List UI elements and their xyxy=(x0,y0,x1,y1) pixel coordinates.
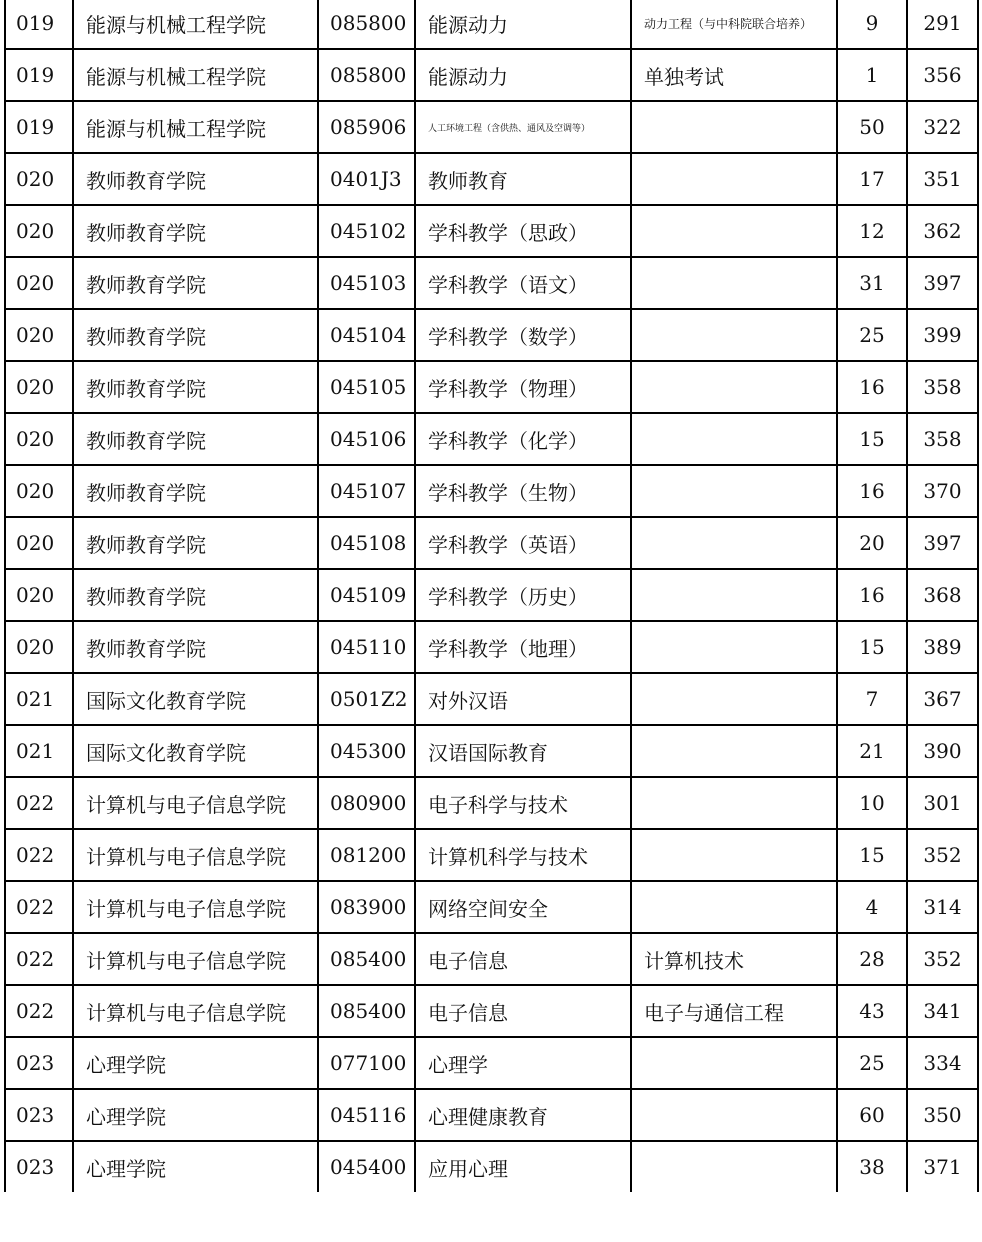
table-row xyxy=(5,933,978,985)
research-direction-cell xyxy=(631,1141,837,1192)
table-row xyxy=(5,1089,978,1141)
quota-cell: 28 xyxy=(837,933,907,985)
major-name-cell: 心理学 xyxy=(415,1037,631,1089)
college-name-cell: 教师教育学院 xyxy=(73,153,318,205)
quota-cell: 43 xyxy=(837,985,907,1037)
research-direction-cell xyxy=(631,413,837,465)
research-direction-cell xyxy=(631,153,837,205)
table-row xyxy=(5,517,978,569)
major-name-cell: 能源动力 xyxy=(415,49,631,101)
college-name-cell: 国际文化教育学院 xyxy=(73,725,318,777)
major-code-cell: 0401J3 xyxy=(318,153,415,205)
table-body xyxy=(5,0,978,1192)
min-score-cell: 351 xyxy=(907,153,978,205)
major-code-cell: 045102 xyxy=(318,205,415,257)
quota-cell: 9 xyxy=(837,0,907,49)
college-code-cell: 022 xyxy=(5,985,73,1037)
min-score-cell: 334 xyxy=(907,1037,978,1089)
college-code-cell: 020 xyxy=(5,361,73,413)
major-name-cell: 学科教学（化学） xyxy=(415,413,631,465)
min-score-cell: 397 xyxy=(907,517,978,569)
college-name-cell: 教师教育学院 xyxy=(73,205,318,257)
research-direction-cell xyxy=(631,1037,837,1089)
admissions-table xyxy=(4,0,979,1192)
major-name-cell: 应用心理 xyxy=(415,1141,631,1192)
table-row xyxy=(5,1037,978,1089)
college-name-cell: 教师教育学院 xyxy=(73,621,318,673)
college-code-cell: 019 xyxy=(5,49,73,101)
quota-cell: 20 xyxy=(837,517,907,569)
college-name-cell: 教师教育学院 xyxy=(73,569,318,621)
college-code-cell: 022 xyxy=(5,777,73,829)
table-row xyxy=(5,1141,978,1192)
college-code-cell: 020 xyxy=(5,621,73,673)
research-direction-cell xyxy=(631,881,837,933)
research-direction-cell xyxy=(631,673,837,725)
college-code-cell: 023 xyxy=(5,1037,73,1089)
major-name-cell: 学科教学（历史） xyxy=(415,569,631,621)
major-name-cell: 教师教育 xyxy=(415,153,631,205)
quota-cell: 1 xyxy=(837,49,907,101)
min-score-cell: 368 xyxy=(907,569,978,621)
major-name-cell: 电子科学与技术 xyxy=(415,777,631,829)
college-code-cell: 020 xyxy=(5,569,73,621)
table-row xyxy=(5,569,978,621)
research-direction-cell xyxy=(631,829,837,881)
college-code-cell: 020 xyxy=(5,413,73,465)
min-score-cell: 389 xyxy=(907,621,978,673)
quota-cell: 16 xyxy=(837,465,907,517)
major-name-cell: 学科教学（物理） xyxy=(415,361,631,413)
major-code-cell: 085906 xyxy=(318,101,415,153)
major-code-cell: 045108 xyxy=(318,517,415,569)
table-row xyxy=(5,829,978,881)
major-code-cell: 045110 xyxy=(318,621,415,673)
min-score-cell: 356 xyxy=(907,49,978,101)
table-row xyxy=(5,361,978,413)
college-code-cell: 019 xyxy=(5,101,73,153)
major-name-cell: 电子信息 xyxy=(415,933,631,985)
quota-cell: 16 xyxy=(837,569,907,621)
major-code-cell: 045300 xyxy=(318,725,415,777)
major-code-cell: 085800 xyxy=(318,49,415,101)
major-code-cell: 085400 xyxy=(318,985,415,1037)
major-name-cell: 对外汉语 xyxy=(415,673,631,725)
min-score-cell: 314 xyxy=(907,881,978,933)
table-row xyxy=(5,0,978,49)
major-code-cell: 045107 xyxy=(318,465,415,517)
major-code-cell: 083900 xyxy=(318,881,415,933)
research-direction-cell xyxy=(631,725,837,777)
major-code-cell: 045400 xyxy=(318,1141,415,1192)
college-code-cell: 020 xyxy=(5,257,73,309)
research-direction-cell: 计算机技术 xyxy=(631,933,837,985)
quota-cell: 60 xyxy=(837,1089,907,1141)
quota-cell: 4 xyxy=(837,881,907,933)
min-score-cell: 362 xyxy=(907,205,978,257)
college-name-cell: 教师教育学院 xyxy=(73,361,318,413)
major-code-cell: 045104 xyxy=(318,309,415,361)
research-direction-cell xyxy=(631,257,837,309)
major-name-cell: 计算机科学与技术 xyxy=(415,829,631,881)
min-score-cell: 358 xyxy=(907,413,978,465)
min-score-cell: 390 xyxy=(907,725,978,777)
major-code-cell: 045116 xyxy=(318,1089,415,1141)
table-row xyxy=(5,205,978,257)
major-name-cell: 学科教学（语文） xyxy=(415,257,631,309)
min-score-cell: 301 xyxy=(907,777,978,829)
quota-cell: 38 xyxy=(837,1141,907,1192)
quota-cell: 12 xyxy=(837,205,907,257)
min-score-cell: 352 xyxy=(907,933,978,985)
college-name-cell: 计算机与电子信息学院 xyxy=(73,777,318,829)
major-code-cell: 085400 xyxy=(318,933,415,985)
table-row xyxy=(5,49,978,101)
college-code-cell: 022 xyxy=(5,881,73,933)
college-name-cell: 教师教育学院 xyxy=(73,517,318,569)
research-direction-cell xyxy=(631,517,837,569)
min-score-cell: 341 xyxy=(907,985,978,1037)
research-direction-cell xyxy=(631,569,837,621)
table-row xyxy=(5,257,978,309)
college-name-cell: 能源与机械工程学院 xyxy=(73,101,318,153)
major-code-cell: 085800 xyxy=(318,0,415,49)
research-direction-cell xyxy=(631,361,837,413)
major-code-cell: 077100 xyxy=(318,1037,415,1089)
major-name-cell: 汉语国际教育 xyxy=(415,725,631,777)
college-code-cell: 019 xyxy=(5,0,73,49)
college-name-cell: 能源与机械工程学院 xyxy=(73,0,318,49)
major-code-cell: 080900 xyxy=(318,777,415,829)
min-score-cell: 352 xyxy=(907,829,978,881)
research-direction-cell: 电子与通信工程 xyxy=(631,985,837,1037)
min-score-cell: 370 xyxy=(907,465,978,517)
college-name-cell: 计算机与电子信息学院 xyxy=(73,829,318,881)
quota-cell: 16 xyxy=(837,361,907,413)
quota-cell: 31 xyxy=(837,257,907,309)
table-row xyxy=(5,673,978,725)
college-code-cell: 021 xyxy=(5,725,73,777)
college-code-cell: 023 xyxy=(5,1141,73,1192)
college-name-cell: 心理学院 xyxy=(73,1037,318,1089)
quota-cell: 15 xyxy=(837,413,907,465)
college-code-cell: 022 xyxy=(5,829,73,881)
research-direction-cell: 单独考试 xyxy=(631,49,837,101)
college-name-cell: 计算机与电子信息学院 xyxy=(73,933,318,985)
major-name-cell: 电子信息 xyxy=(415,985,631,1037)
major-code-cell: 045103 xyxy=(318,257,415,309)
quota-cell: 25 xyxy=(837,1037,907,1089)
major-code-cell: 045106 xyxy=(318,413,415,465)
college-code-cell: 020 xyxy=(5,309,73,361)
major-name-cell: 学科教学（思政） xyxy=(415,205,631,257)
major-name-cell: 学科教学（地理） xyxy=(415,621,631,673)
college-name-cell: 计算机与电子信息学院 xyxy=(73,985,318,1037)
min-score-cell: 322 xyxy=(907,101,978,153)
research-direction-cell: 动力工程（与中科院联合培养） xyxy=(631,0,837,49)
table-row xyxy=(5,309,978,361)
college-name-cell: 计算机与电子信息学院 xyxy=(73,881,318,933)
college-name-cell: 国际文化教育学院 xyxy=(73,673,318,725)
table-row xyxy=(5,985,978,1037)
quota-cell: 17 xyxy=(837,153,907,205)
min-score-cell: 358 xyxy=(907,361,978,413)
table-row xyxy=(5,153,978,205)
college-name-cell: 教师教育学院 xyxy=(73,309,318,361)
table-row xyxy=(5,725,978,777)
major-name-cell: 学科教学（数学） xyxy=(415,309,631,361)
min-score-cell: 399 xyxy=(907,309,978,361)
college-code-cell: 020 xyxy=(5,465,73,517)
major-name-cell: 网络空间安全 xyxy=(415,881,631,933)
research-direction-cell xyxy=(631,205,837,257)
research-direction-cell xyxy=(631,101,837,153)
table-row xyxy=(5,777,978,829)
major-name-cell: 人工环境工程（含供热、通风及空调等） xyxy=(415,101,631,153)
quota-cell: 50 xyxy=(837,101,907,153)
college-name-cell: 能源与机械工程学院 xyxy=(73,49,318,101)
quota-cell: 15 xyxy=(837,621,907,673)
major-code-cell: 045109 xyxy=(318,569,415,621)
college-code-cell: 020 xyxy=(5,205,73,257)
college-name-cell: 心理学院 xyxy=(73,1089,318,1141)
research-direction-cell xyxy=(631,777,837,829)
research-direction-cell xyxy=(631,465,837,517)
table-row xyxy=(5,621,978,673)
major-code-cell: 0501Z2 xyxy=(318,673,415,725)
college-name-cell: 教师教育学院 xyxy=(73,465,318,517)
major-name-cell: 学科教学（生物） xyxy=(415,465,631,517)
college-code-cell: 020 xyxy=(5,517,73,569)
min-score-cell: 367 xyxy=(907,673,978,725)
college-name-cell: 教师教育学院 xyxy=(73,257,318,309)
college-code-cell: 023 xyxy=(5,1089,73,1141)
quota-cell: 7 xyxy=(837,673,907,725)
min-score-cell: 397 xyxy=(907,257,978,309)
quota-cell: 10 xyxy=(837,777,907,829)
college-code-cell: 022 xyxy=(5,933,73,985)
min-score-cell: 291 xyxy=(907,0,978,49)
college-name-cell: 教师教育学院 xyxy=(73,413,318,465)
quota-cell: 15 xyxy=(837,829,907,881)
major-name-cell: 能源动力 xyxy=(415,0,631,49)
major-name-cell: 心理健康教育 xyxy=(415,1089,631,1141)
college-name-cell: 心理学院 xyxy=(73,1141,318,1192)
research-direction-cell xyxy=(631,1089,837,1141)
research-direction-cell xyxy=(631,309,837,361)
table-row xyxy=(5,413,978,465)
major-name-cell: 学科教学（英语） xyxy=(415,517,631,569)
quota-cell: 21 xyxy=(837,725,907,777)
min-score-cell: 371 xyxy=(907,1141,978,1192)
major-code-cell: 081200 xyxy=(318,829,415,881)
min-score-cell: 350 xyxy=(907,1089,978,1141)
college-code-cell: 021 xyxy=(5,673,73,725)
quota-cell: 25 xyxy=(837,309,907,361)
table-row xyxy=(5,465,978,517)
college-code-cell: 020 xyxy=(5,153,73,205)
major-code-cell: 045105 xyxy=(318,361,415,413)
table-row xyxy=(5,881,978,933)
research-direction-cell xyxy=(631,621,837,673)
table-row xyxy=(5,101,978,153)
